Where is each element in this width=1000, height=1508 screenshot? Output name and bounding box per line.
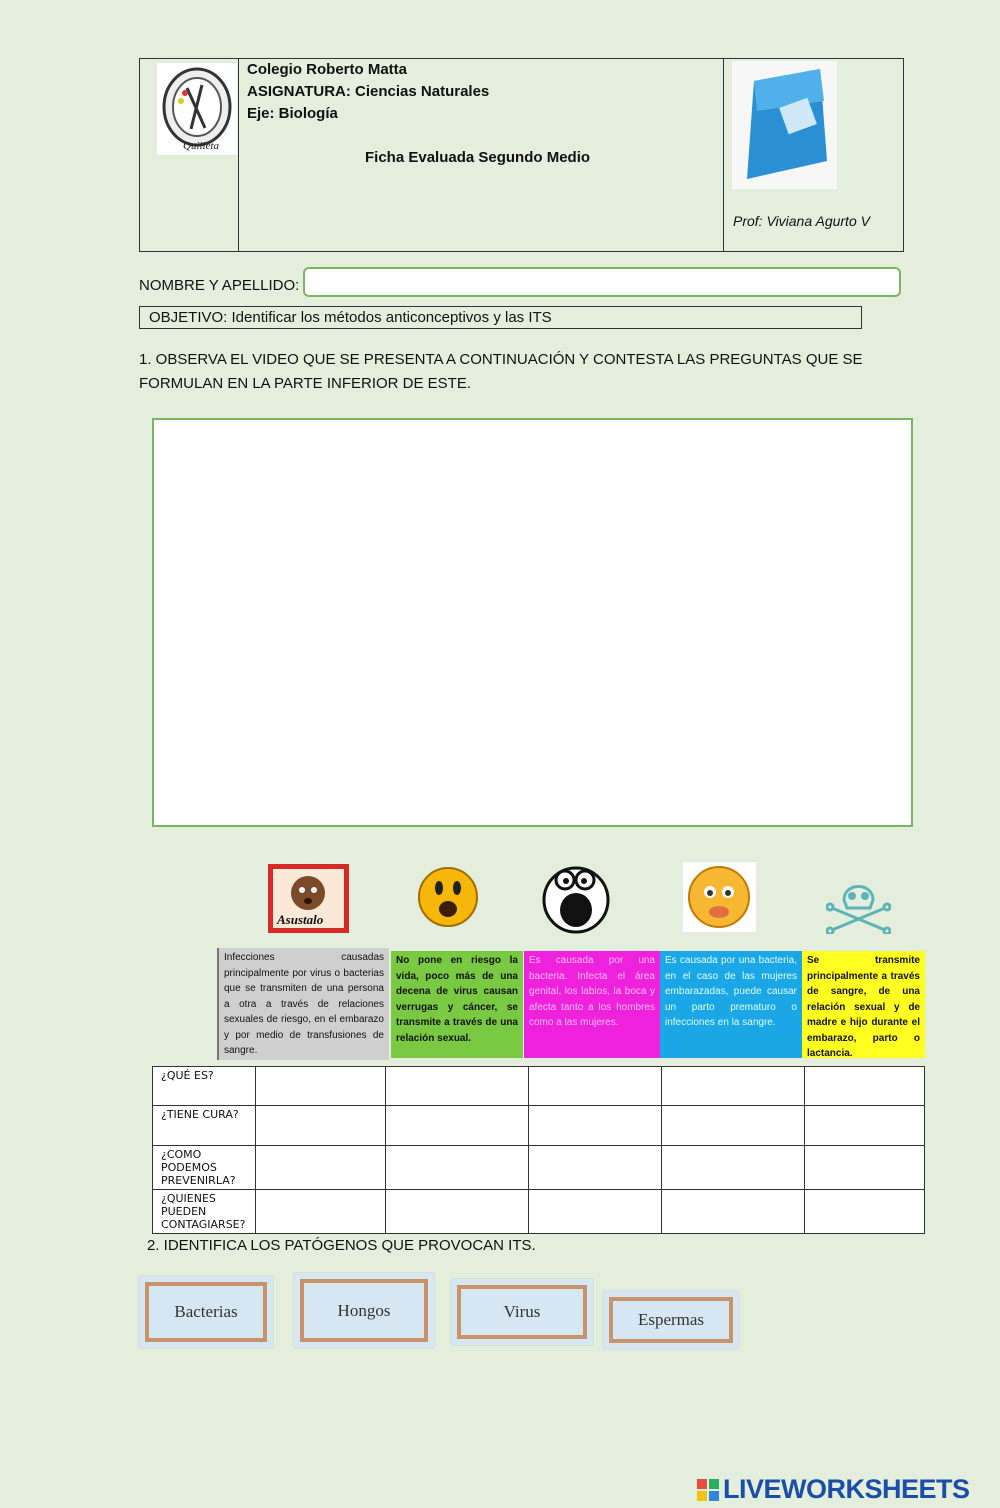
- axis: Eje: Biología: [247, 105, 338, 122]
- card-bacteria-genital: Es causada por una bacteria. Infecta el área genital, los labios, la boca y afecta tanto a los hombres como a las mujeres.: [524, 951, 660, 1058]
- chip-hongos[interactable]: [294, 1273, 434, 1348]
- answer-cell[interactable]: [805, 1067, 925, 1106]
- answer-cell[interactable]: [662, 1190, 805, 1234]
- answer-cell[interactable]: [256, 1146, 386, 1190]
- school-name: Colegio Roberto Matta: [247, 61, 407, 78]
- asustalo-image: [268, 864, 349, 933]
- answer-cell[interactable]: [256, 1190, 386, 1234]
- answer-cell[interactable]: [386, 1106, 529, 1146]
- answer-cell[interactable]: [386, 1067, 529, 1106]
- chip-label: Bacterias: [145, 1282, 267, 1342]
- chip-virus[interactable]: [451, 1279, 593, 1345]
- header-right-cell: [724, 59, 903, 251]
- worried-emoji-icon: [683, 862, 756, 932]
- condom-image: [732, 61, 837, 189]
- row-header-contagiarse: ¿QUIENES PUEDEN CONTAGIARSE?: [153, 1190, 256, 1234]
- card-blood-transmission: Se transmite principalmente a través de sangre, de una relación sexual y de madre e hijo durante el embarazo, parto o lactancia.: [802, 951, 925, 1058]
- row-header-prevenir: ¿COMO PODEMOS PREVENIRLA?: [153, 1146, 256, 1190]
- answer-cell[interactable]: [386, 1190, 529, 1234]
- answer-cell[interactable]: [256, 1067, 386, 1106]
- answer-cell[interactable]: [529, 1190, 662, 1234]
- video-frame[interactable]: [152, 418, 913, 827]
- its-table: [152, 1066, 925, 1234]
- answer-cell[interactable]: [805, 1190, 925, 1234]
- chip-espermas[interactable]: [603, 1291, 739, 1349]
- answer-cell[interactable]: [805, 1146, 925, 1190]
- row-header-que-es: ¿QUÉ ES?: [153, 1067, 256, 1106]
- answer-cell[interactable]: [662, 1067, 805, 1106]
- table-row: [153, 1106, 925, 1146]
- header-table: [139, 58, 904, 252]
- answer-cell[interactable]: [256, 1106, 386, 1146]
- brand-text: LIVEWORKSHEETS: [723, 1474, 970, 1504]
- name-input[interactable]: [303, 267, 901, 297]
- sheet-title: Ficha Evaluada Segundo Medio: [365, 149, 591, 166]
- card-vph: No pone en riesgo la vida, poco más de una decena de virus causan verrugas y cáncer, se transmite a través de una relación sexual.: [391, 951, 523, 1058]
- shocked-emoji-icon: [417, 866, 479, 928]
- card-bacteria-pregnancy: Es causada por una bacteria, en el caso de las mujeres embarazadas, puede causar un parto prematuro o infecciones en la sangre.: [660, 951, 802, 1058]
- answer-cell[interactable]: [662, 1106, 805, 1146]
- asustalo-label: Asustalo: [277, 912, 324, 927]
- card-its-definition: Infecciones causadas principalmente por virus o bacterias que se transmiten de una persona a otra a través de relaciones sexuales de riesgo, en el embarazo y por medio de transfusiones de sangre.: [217, 948, 389, 1060]
- liveworksheets-logo: [697, 1474, 970, 1505]
- svg-text:Quilleta: Quilleta: [183, 140, 220, 152]
- question-2: 2. IDENTIFICA LOS PATÓGENOS QUE PROVOCAN ITS.: [147, 1237, 536, 1254]
- answer-cell[interactable]: [529, 1146, 662, 1190]
- chip-label: Espermas: [609, 1297, 733, 1343]
- objective: OBJETIVO: Identificar los métodos anticonceptivos y las ITS: [139, 306, 862, 329]
- school-logo: [157, 63, 237, 155]
- question-1: 1. OBSERVA EL VIDEO QUE SE PRESENTA A CONTINUACIÓN Y CONTESTA LAS PREGUNTAS QUE SE FORMULAN EN LA PARTE INFERIOR DE ESTE.: [139, 351, 863, 392]
- chip-bacterias[interactable]: [139, 1276, 273, 1348]
- table-row: [153, 1190, 925, 1234]
- liveworksheets-icon: [697, 1477, 719, 1499]
- header-title-cell: [239, 59, 724, 251]
- teacher-name: Prof: Viviana Agurto V: [733, 213, 870, 229]
- screaming-emoji-icon: [541, 862, 611, 934]
- skull-icon: [826, 878, 891, 934]
- name-label: NOMBRE Y APELLIDO:: [139, 277, 300, 294]
- answer-cell[interactable]: [529, 1106, 662, 1146]
- answer-cell[interactable]: [529, 1067, 662, 1106]
- answer-cell[interactable]: [662, 1146, 805, 1190]
- subject: ASIGNATURA: Ciencias Naturales: [247, 83, 490, 100]
- row-header-tiene-cura: ¿TIENE CURA?: [153, 1106, 256, 1146]
- table-row: [153, 1067, 925, 1106]
- chip-label: Hongos: [300, 1279, 428, 1342]
- answer-cell[interactable]: [386, 1146, 529, 1190]
- table-row: [153, 1146, 925, 1190]
- chip-label: Virus: [457, 1285, 587, 1339]
- header-logo-cell: [140, 59, 239, 251]
- answer-cell[interactable]: [805, 1106, 925, 1146]
